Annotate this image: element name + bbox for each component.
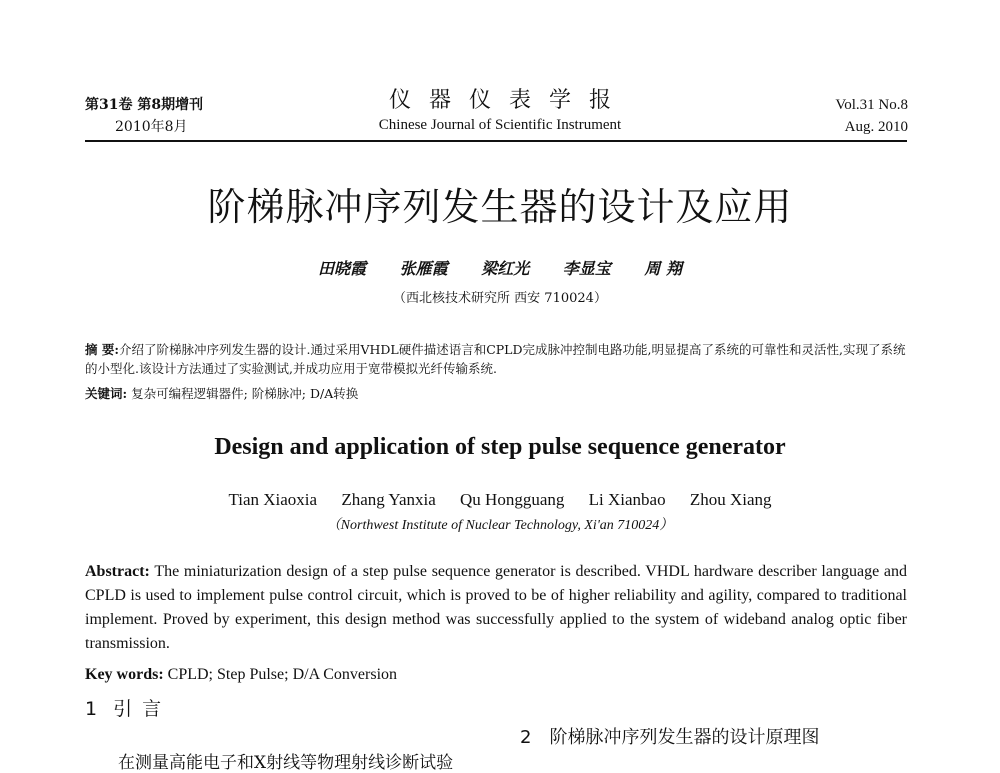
affiliation-cn: （西北核技术研究所 西安 710024） [393,291,607,306]
date-cn: 2010年8月 [115,119,188,135]
author-cn: 周 翔 [644,259,682,278]
author-en: Tian Xiaoxia [228,490,318,509]
authors-cn [0,256,1000,279]
date-en: Aug. 2010 [844,119,908,135]
section-heading-2 [520,723,819,749]
keywords-cn-label: 关键词: [85,386,128,401]
author-cn: 田晓霞 [318,259,367,278]
section-number: 2 [520,727,532,748]
section-title: 阶梯脉冲序列发生器的设计原理图 [549,727,820,748]
author-en: Zhou Xiang [689,490,772,509]
authors-en [0,490,1000,510]
abstract-cn-label: 摘 要: [85,342,119,357]
author-cn: 李显宝 [562,259,611,278]
author-en: Li Xianbao [588,490,666,509]
section-heading-1 [85,694,171,721]
volume-issue-en: Vol.31 No.8 [835,97,908,113]
abstract-en-label: Abstract: [85,563,150,580]
affiliation-en: （Northwest Institute of Nuclear Technology, Xi'an 710024） [326,518,674,533]
keywords-cn-text: 复杂可编程逻辑器件; 阶梯脉冲; D/A转换 [131,386,359,401]
keywords-en [85,664,907,686]
volume-issue-cn: 第31卷 第8期增刊 [85,97,204,113]
journal-name-en: Chinese Journal of Scientific Instrument [378,117,622,133]
author-cn: 张雁霞 [399,259,448,278]
author-cn: 梁红光 [481,259,530,278]
abstract-cn-text: 介绍了阶梯脉冲序列发生器的设计.通过采用VHDL硬件描述语言和CPLD完成脉冲控制电路功能,明显提高了系统的可靠性和灵活性,实现了系统的小型化.该设计方法通过了实验测试,并成功应用于宽带模拟光纤传输系统. [85,342,906,376]
author-en: Qu Hongguang [460,490,565,509]
abstract-en-text: The miniaturization design of a step pulse sequence generator is described. VHDL hardware describer language and CPLD is used to implement pulse control circuit, which is proved to be of higher reliability and agility, compared to traditional implement. Proved by experiment, this design method was successfully applied to the system of wideband analog optic fiber transmission. [85,563,907,652]
journal-volume-en [835,94,908,138]
section-number: 1 [85,698,98,720]
abstract-en [85,560,907,656]
section-title: 引言 [113,698,172,720]
body-text: 在测量高能电子和X射线等物理射线诊断试验 [118,753,454,773]
paper-title-en: Design and application of step pulse sequence generator [214,434,786,460]
keywords-en-text: CPLD; Step Pulse; D/A Conversion [167,666,398,683]
journal-name [330,86,670,134]
abstract-cn [85,340,907,378]
paper-title-cn: 阶梯脉冲序列发生器的设计及应用 [207,185,793,229]
keywords-en-label: Key words: [85,666,164,683]
journal-name-cn: 仪器仪表学报 [388,88,629,113]
author-en: Zhang Yanxia [341,490,436,509]
keywords-cn [85,384,907,403]
journal-volume-cn [85,94,203,138]
header-rule [85,140,907,142]
